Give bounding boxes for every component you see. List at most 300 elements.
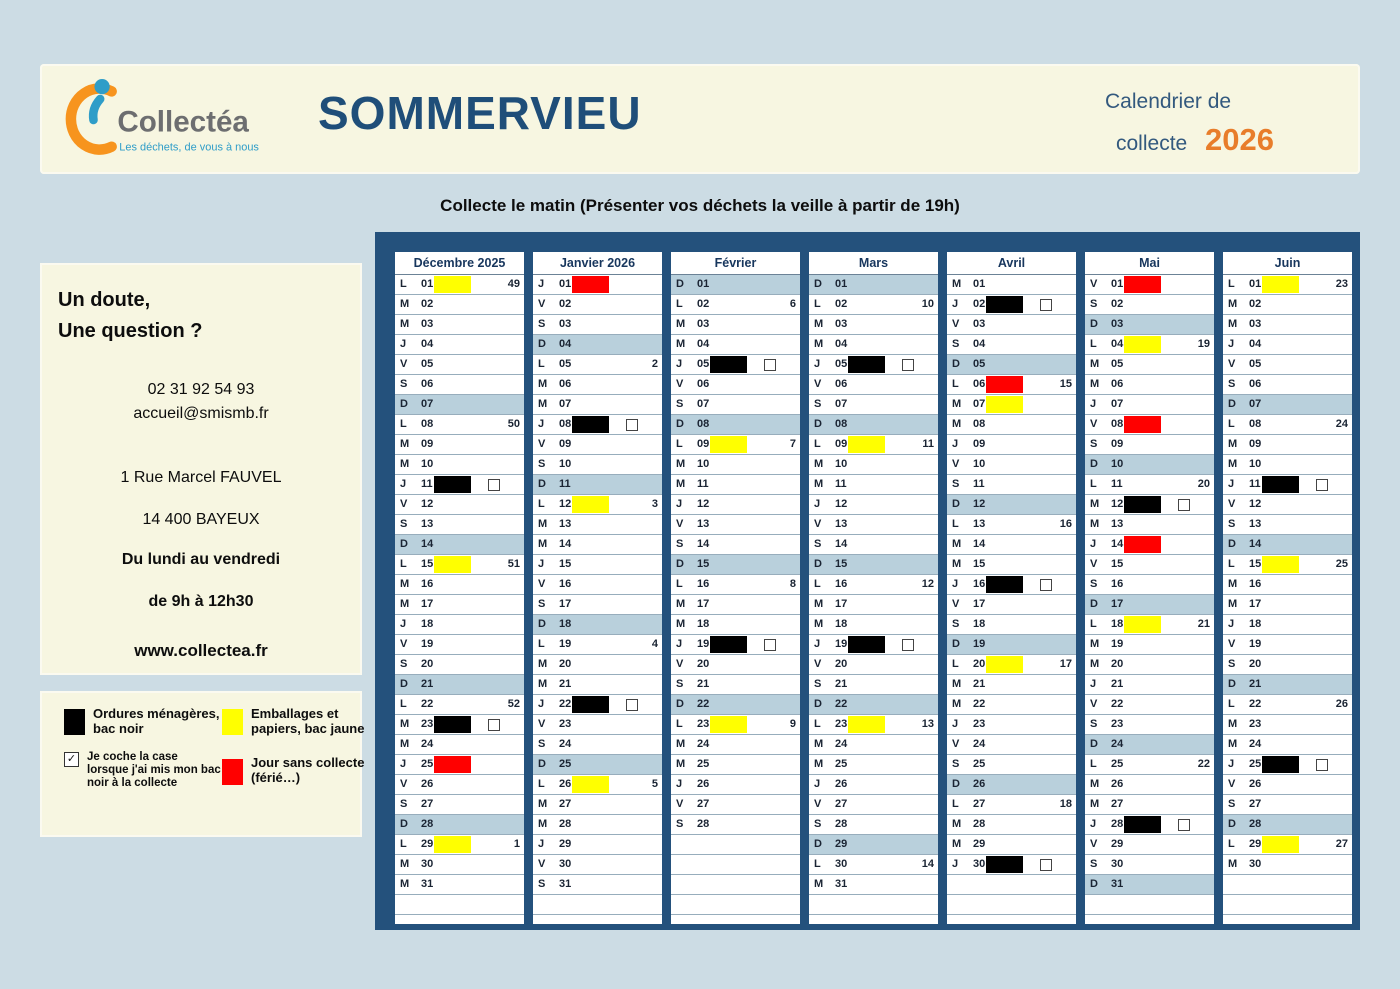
day-row [1223,655,1352,675]
bac-noir-checkbox[interactable] [1316,479,1328,491]
day-row [533,495,662,515]
day-number: 07 [421,398,434,410]
calendar-label-line2: collecte [1116,132,1188,155]
bac-noir-checkbox[interactable] [902,359,914,371]
yellow-bin-mark-icon [1262,276,1299,293]
day-letter: S [538,458,546,470]
day-number: 31 [835,878,848,890]
day-row [809,335,938,355]
day-number: 11 [1249,478,1261,490]
black-bin-mark-icon [710,636,747,653]
day-number: 30 [559,858,572,870]
day-row [1223,275,1352,295]
day-row [395,735,524,755]
day-row [809,635,938,655]
day-number: 17 [559,598,572,610]
day-letter: S [538,738,546,750]
day-row [671,815,800,835]
day-letter: M [814,318,824,330]
day-number: 20 [421,658,434,670]
day-row [1223,435,1352,455]
yellow-bin-mark-icon [710,436,747,453]
day-row [533,435,662,455]
day-number: 20 [1249,658,1262,670]
day-number: 29 [1111,838,1124,850]
day-letter: V [538,438,546,450]
day-row [533,275,662,295]
day-letter: M [400,878,410,890]
day-letter: D [400,398,408,410]
day-letter: L [1228,418,1235,430]
day-number: 26 [973,778,986,790]
day-number: 24 [559,738,572,750]
day-row [533,375,662,395]
day-letter: L [676,578,683,590]
day-row [533,875,662,895]
yellow-bin-mark-icon [848,716,885,733]
bac-noir-checkbox[interactable] [764,639,776,651]
day-row [1223,715,1352,735]
day-row [1223,355,1352,375]
day-row [947,475,1076,495]
day-letter: D [538,758,546,770]
day-number: 31 [1111,878,1124,890]
day-row [809,755,938,775]
legend-yellow-label: Emballages et papiers, bac jaune [251,706,365,736]
day-letter: S [400,518,408,530]
day-letter: S [814,538,822,550]
logo-person-head-icon [94,79,109,94]
day-row [809,735,938,755]
day-number: 24 [835,738,848,750]
day-number: 11 [421,478,433,490]
month-header: Mai [1085,252,1214,275]
day-letter: D [1228,538,1236,550]
day-number: 01 [559,278,572,290]
day-letter: J [1090,818,1097,830]
day-row [533,575,662,595]
day-letter: M [1228,438,1238,450]
day-row [809,615,938,635]
black-bin-mark-icon [434,476,471,493]
day-row [395,435,524,455]
day-letter: D [1228,818,1236,830]
day-letter: S [400,378,408,390]
day-number: 21 [559,678,572,690]
day-number: 20 [697,658,710,670]
day-letter: M [676,758,686,770]
day-number: 12 [1111,498,1124,510]
day-number: 16 [973,578,986,590]
day-letter: M [952,838,962,850]
day-number: 17 [973,598,986,610]
day-row [1223,735,1352,755]
day-number: 03 [835,318,848,330]
day-row [1223,675,1352,695]
day-row [671,335,800,355]
day-number: 30 [835,858,848,870]
day-number: 08 [835,418,848,430]
day-letter: S [676,398,684,410]
month-header: Mars [809,252,938,275]
day-number: 01 [973,278,986,290]
day-letter: J [400,338,407,350]
day-letter: V [538,718,546,730]
day-number: 27 [973,798,986,810]
bac-noir-checkbox[interactable] [1040,579,1052,591]
day-letter: M [538,398,548,410]
day-number: 20 [973,658,986,670]
day-number: 28 [1111,818,1124,830]
day-row [671,695,800,715]
day-letter: L [400,558,407,570]
black-bin-mark-icon [710,356,747,373]
bac-noir-checkbox[interactable] [626,419,638,431]
week-number: 21 [1197,618,1210,630]
contact-email[interactable]: accueil@smismb.fr [133,405,269,422]
blank-row [671,895,800,915]
day-letter: S [1228,378,1236,390]
day-row [671,295,800,315]
day-number: 04 [421,338,434,350]
day-row [1085,755,1214,775]
day-letter: J [1090,398,1097,410]
day-row [1085,335,1214,355]
day-row [809,295,938,315]
day-row [671,515,800,535]
day-row [809,655,938,675]
day-number: 04 [697,338,710,350]
yellow-bin-mark-icon [434,836,471,853]
week-number: 50 [507,418,520,430]
day-row [533,395,662,415]
day-letter: M [952,678,962,690]
day-row [947,695,1076,715]
day-number: 23 [1249,718,1262,730]
day-number: 19 [973,638,986,650]
day-row [947,535,1076,555]
day-letter: V [814,518,822,530]
legend-red-label: Jour sans collecte (férié…) [251,754,365,785]
day-letter: L [400,418,407,430]
bac-noir-checkbox[interactable] [1040,299,1052,311]
day-letter: J [400,478,407,490]
day-number: 17 [697,598,710,610]
black-bin-mark-icon [986,856,1023,873]
day-number: 13 [697,518,710,530]
red-no-collect-swatch-icon [222,759,243,785]
day-row [1223,835,1352,855]
day-row [395,455,524,475]
day-row [533,655,662,675]
day-letter: L [538,358,545,370]
day-number: 08 [559,418,572,430]
calendar-panel [375,232,1360,930]
day-letter: D [814,558,822,570]
day-letter: J [538,698,545,710]
day-number: 30 [1111,858,1124,870]
day-number: 14 [559,538,572,550]
day-letter: J [538,418,545,430]
day-letter: V [400,638,408,650]
bac-noir-checkbox[interactable] [1040,859,1052,871]
day-row [809,455,938,475]
day-letter: D [676,558,684,570]
day-number: 22 [1249,698,1262,710]
day-number: 19 [559,638,572,650]
legend-checkbox-label: Je coche la case lorsque j'ai mis mon bac noir à la collecte [87,750,221,790]
day-number: 22 [973,698,986,710]
day-letter: M [1228,578,1238,590]
day-number: 03 [1249,318,1262,330]
legend-item-black [64,707,222,737]
day-letter: V [676,378,684,390]
day-letter: D [538,338,546,350]
day-row [671,755,800,775]
day-row [395,355,524,375]
day-letter: V [538,578,546,590]
day-row [395,775,524,795]
day-number: 04 [973,338,986,350]
day-number: 10 [697,458,710,470]
day-number: 27 [559,798,572,810]
day-number: 05 [697,358,710,370]
day-row [1223,535,1352,555]
day-number: 15 [697,558,710,570]
day-number: 23 [421,718,434,730]
logo-tagline: Les déchets, de vous à nous [119,141,259,154]
day-number: 13 [973,518,986,530]
day-row [395,575,524,595]
day-number: 22 [697,698,710,710]
day-row [1085,775,1214,795]
day-row [533,415,662,435]
bac-noir-checkbox[interactable] [488,479,500,491]
day-row [1085,415,1214,435]
day-number: 09 [697,438,710,450]
day-letter: M [400,738,410,750]
day-row [1085,295,1214,315]
contact-hours-line2: de 9h à 12h30 [148,593,254,610]
week-number: 52 [507,698,520,710]
day-letter: D [952,778,960,790]
no-collect-mark-icon [1124,416,1161,433]
month-card [533,252,662,924]
day-row [947,575,1076,595]
day-letter: L [400,278,407,290]
day-row [947,755,1076,775]
bac-noir-checkbox[interactable] [1316,759,1328,771]
day-letter: V [1228,638,1236,650]
day-letter: D [1090,458,1098,470]
day-row [809,555,938,575]
day-number: 07 [1249,398,1262,410]
day-number: 14 [421,538,434,550]
day-letter: D [1228,398,1236,410]
day-row [1085,655,1214,675]
black-bin-mark-icon [434,716,471,733]
day-row [395,835,524,855]
day-row [671,775,800,795]
day-row [947,715,1076,735]
blank-row [809,895,938,915]
day-row [809,795,938,815]
day-letter: J [676,358,683,370]
black-bin-swatch-icon [64,709,85,735]
bac-noir-checkbox[interactable] [1178,499,1190,511]
day-number: 06 [835,378,848,390]
day-row [947,355,1076,375]
day-number: 08 [1111,418,1124,430]
day-letter: V [676,658,684,670]
day-number: 28 [559,818,572,830]
blank-row [671,855,800,875]
day-number: 10 [1111,458,1124,470]
day-number: 05 [421,358,434,370]
day-letter: S [1228,798,1236,810]
day-row [947,315,1076,335]
day-row [395,395,524,415]
day-letter: M [814,458,824,470]
day-number: 06 [1249,378,1262,390]
day-number: 13 [1249,518,1262,530]
day-letter: M [400,318,410,330]
day-row [947,435,1076,455]
day-letter: M [1228,298,1238,310]
contact-website-link[interactable]: www.collectea.fr [134,641,268,660]
contact-hours-line1: Du lundi au vendredi [121,551,281,568]
day-number: 06 [973,378,986,390]
day-number: 17 [835,598,848,610]
day-number: 12 [1249,498,1262,510]
day-letter: L [676,298,683,310]
no-collect-mark-icon [1124,536,1161,553]
contact-address-line2: 14 400 BAYEUX [142,511,260,528]
day-letter: D [1090,598,1098,610]
day-number: 16 [1249,578,1262,590]
collectea-logo [62,74,272,166]
day-letter: D [1090,318,1098,330]
yellow-bin-swatch-icon [222,709,243,735]
day-row [809,395,938,415]
day-row [947,855,1076,875]
day-letter: L [952,658,959,670]
day-row [809,775,938,795]
day-row [533,795,662,815]
day-row [395,875,524,895]
week-number: 20 [1197,478,1210,490]
day-row [947,835,1076,855]
bac-noir-checkbox[interactable] [488,719,500,731]
black-bin-mark-icon [1262,756,1299,773]
day-row [1085,515,1214,535]
bac-noir-checkbox[interactable] [1178,819,1190,831]
logo-wordmark: Collectéa [117,105,249,139]
day-number: 14 [1111,538,1124,550]
day-letter: S [1228,658,1236,670]
yellow-bin-mark-icon [572,776,609,793]
day-number: 21 [697,678,710,690]
day-letter: M [1090,778,1100,790]
day-number: 28 [697,818,710,830]
day-letter: S [1090,298,1098,310]
day-letter: M [1090,638,1100,650]
contact-box [40,263,362,675]
bac-noir-checkbox[interactable] [902,639,914,651]
day-letter: S [952,478,960,490]
day-row [1085,275,1214,295]
day-letter: M [814,478,824,490]
day-number: 03 [697,318,710,330]
day-number: 16 [559,578,572,590]
day-number: 06 [559,378,572,390]
day-letter: L [1090,758,1097,770]
day-number: 03 [559,318,572,330]
day-number: 12 [697,498,710,510]
day-row [1085,435,1214,455]
day-letter: M [1090,798,1100,810]
day-letter: D [1228,678,1236,690]
day-number: 03 [421,318,434,330]
day-number: 23 [973,718,986,730]
day-number: 07 [973,398,986,410]
yellow-bin-mark-icon [1262,836,1299,853]
day-number: 05 [1111,358,1124,370]
day-row [1085,315,1214,335]
day-row [1223,775,1352,795]
day-row [533,615,662,635]
day-number: 27 [835,798,848,810]
day-row [533,295,662,315]
day-number: 24 [1249,738,1262,750]
day-row [947,775,1076,795]
day-row [533,755,662,775]
day-row [1085,595,1214,615]
day-number: 10 [421,458,434,470]
day-row [671,435,800,455]
day-row [1223,595,1352,615]
day-letter: V [1090,418,1098,430]
black-bin-mark-icon [986,296,1023,313]
bac-noir-checkbox[interactable] [764,359,776,371]
no-collect-mark-icon [986,376,1023,393]
week-number: 49 [507,278,520,290]
day-letter: D [400,538,408,550]
day-row [947,815,1076,835]
day-row [947,735,1076,755]
day-number: 28 [421,818,434,830]
day-letter: M [1090,358,1100,370]
day-row [1223,395,1352,415]
day-row [1085,615,1214,635]
day-row [671,455,800,475]
day-letter: V [1090,838,1098,850]
day-row [1085,395,1214,415]
day-number: 19 [421,638,434,650]
day-row [809,675,938,695]
week-number: 4 [651,638,658,650]
day-number: 26 [559,778,572,790]
day-row [947,675,1076,695]
week-number: 11 [922,438,934,450]
day-number: 22 [559,698,572,710]
day-row [1223,815,1352,835]
bac-noir-checkbox[interactable] [626,699,638,711]
day-row [671,355,800,375]
day-letter: J [1228,758,1235,770]
day-number: 10 [835,458,848,470]
day-row [947,455,1076,475]
